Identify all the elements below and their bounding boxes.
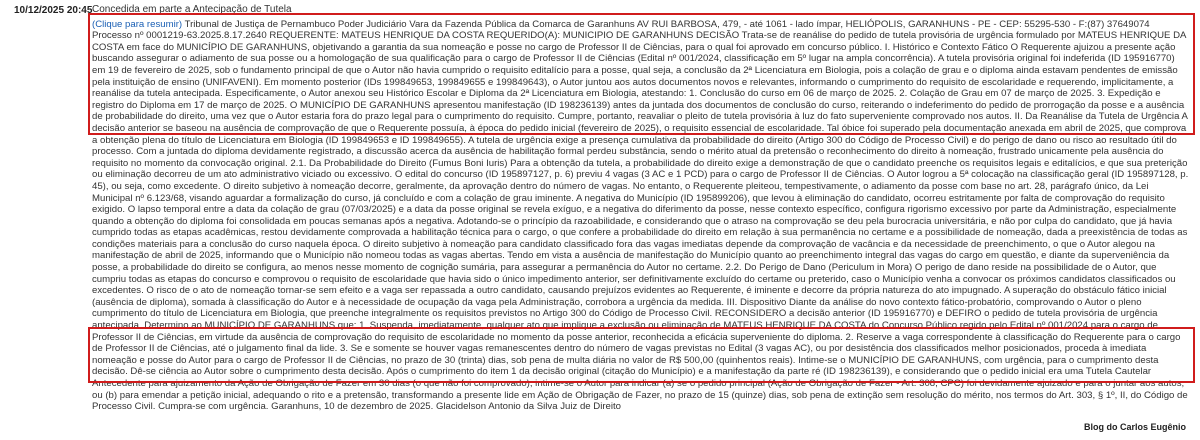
watermark-credit: Blog do Carlos Eugênio xyxy=(1083,422,1186,432)
entry-title: Concedida em parte a Antecipação de Tutela xyxy=(92,4,292,15)
entry-date: 10/12/2025 20:45 xyxy=(14,5,93,16)
decision-body: Tribunal de Justiça de Pernambuco Poder Judiciário Vara da Fazenda Pública da Comarca de Garanhuns AV RUI BARBOSA, 479, - até 1061 - lado ímpar, HELIÓPOLIS, GARANHUNS - PE - CEP: 55295-530 - F:(87) 37649074 Processo nº 0001219-63.2025.8.17.2640 REQUERENTE: MATEUS HENRIQUE DA COSTA REQUERIDO(A): MUNICIPIO DE GARANHUNS DECISÃO Trata-se de reanálise do pedido de tutela provisória de urgência formulado por MATEUS HENRIQUE DA COSTA em face do MUNICÍPIO DE GARANHUNS, objetivando a garantia da sua nomeação e posse no cargo de Professor II de Ciências, para o qual foi aprovado em concurso público. I. Histórico e Contexto Fático O Requerente ajuizou a presente ação buscando assegurar o adiamento de sua posse ou a homologação de sua qualificação para o cargo de Professor II de Ciências (Edital nº 001/2024, classificação em 5º lugar na ampla concorrência). A tutela provisória original foi indeferida (ID 195916770) em 19 de fevereiro de 2025, sob o fundamento principal de que o Autor não havia cumprido o requisito editalício para a posse, qual seja, a conclusão da 2ª Licenciatura em Biologia, pois a colação de grau e o diploma ainda estavam pendentes de emissão pela instituição de ensino (UNIFAVENI). Em momento posterior (IDs 199849653, 199849655 e 199849643), o Autor juntou aos autos documentos novos e relevantes, informando o cumprimento do requisito de escolaridade e requerendo, implicitamente, a reanálise da tutela antecipada. Especificamente, o Autor anexou seu Histórico Escolar e Diploma da 2ª Licenciatura em Biologia, atestando: 1. Conclusão do curso em 06 de março de 2025. 2. Colação de Grau em 07 de março de 2025. 3. Expedição e registro do Diploma em 17 de março de 2025. O MUNICÍPIO DE GARANHUNS apresentou manifestação (ID 198236139) antes da juntada dos documentos de conclusão do curso, reiterando o indeferimento do pedido de prorrogação da posse e a ausência de probabilidade do direito, uma vez que o Autor estaria fora do prazo legal para o cumprimento do requisito. Cumpre, portanto, reavaliar o pleito de tutela provisória à luz do fato superveniente comprovado nos autos. II. Da Reanálise da Tutela de Urgência A decisão anterior se baseou na ausência de comprovação de que o Requerente possuía, à época do pedido inicial (fevereiro de 2025), o requisito essencial de escolaridade. Tal óbice foi superado pela documentação anexada em abril de 2025, que comprova a obtenção plena do título de Licenciatura em Biologia (ID 199849653 e ID 199849655). A tutela de urgência exige a presença cumulativa da probabilidade do direito (Artigo 300 do Código de Processo Civil) e do perigo de dano ou risco ao resultado útil do processo. Com a juntada do diploma devidamente registrado, a discussão acerca da ausência de habilitação formal perdeu substância, sendo o mérito atual da pretensão o reconhecimento do direito à nomeação, frustrado unicamente pela ausência do requisito no momento da convocação original. 2.1. Da Probabilidade do Direito (Fumus Boni Iuris) Para a obtenção da tutela, a probabilidade do direito exige a demonstração de que o candidato preenche os requisitos legais e editalícios, e que sua preterição ou eliminação decorreu de um ato administrativo viciado ou excessivo. O edital do concurso (ID 195897127, p. 6) previu 4 vagas (3 AC e 1 PCD) para o cargo de Professor II de Ciências. O Autor logrou a 5ª colocação na classificação geral (ID 195897128, p. 45), ou seja, como excedente. O direito subjetivo à nomeação decorre, geralmente, da aprovação dentro do número de vagas. No entanto, o Requerente pleiteou, tempestivamente, o adiamento da posse com base no art. 28, parágrafo único, da Lei Municipal nº 6.123/68, visando aguardar a formalização do curso, já concluído e com a colação de grau iminente. A negativa do Município (ID 195899206), que levou à eliminação do candidato, ocorreu estritamente por falta de comprovação do requisito exigido. O lapso temporal entre a data da colação de grau (07/03/2025) e a data da posse original se revela exíguo, e a negativa do diferimento da posse, nesse contexto específico, configura rigorismo excessivo por parte da Administração, especialmente quando a obtenção do diploma foi consolidada em poucas semanas após a negativa. Adotando-se o princípio da razoabilidade, e considerando que o atraso na comprovação se deu pela burocracia universitária, e não por culpa do candidato, que já havia cumprido todas as etapas acadêmicas, restou devidamente comprovada a habilitação técnica para o cargo, o que confere a probabilidade do direito em relação à sua permanência no certame e a possibilidade de nomeação, dada a preexistência de todas as condições materiais para a conclusão do curso naquela época. O direito subjetivo à nomeação para candidato classificado fora das vagas imediatas depende da comprovação de vacância e da necessidade de preenchimento, o que o Autor alegou na manifestação de abril de 2025, informando que o Município não nomeou todas as vagas abertas. Tendo em vista a ausência de manifestação do Município quanto ao preenchimento integral das vagas do cargo em questão, e diante da superveniência da posse, a probabilidade do direito se configura, ao menos nesse momento de cognição sumária, para assegurar a permanência do Autor no certame. 2.2. Do Perigo de Dano (Periculum in Mora) O perigo de dano reside na possibilidade de o Autor, que cumpriu todas as etapas do concurso e comprovou o requisito de escolaridade que havia sido o único impedimento anterior, ser definitivamente excluído do certame ou preterido, caso o Município venha a convocar os próximos candidatos classificados ou excedentes. O risco de o ato de nomeação tornar-se sem efeito e a vaga ser repassada a outro candidato, causando prejuízos evidentes ao Requerente, é iminente e decorre da própria natureza do ato impugnado. A superação do obstáculo fático inicial (ausência de diploma), somada à classificação do Autor e à necessidade de ocupação da vaga pela Administração, corrobora a urgência da medida. III. Dispositivo Diante da análise do novo contexto fático-probatório, comprovando o Autor o pleno cumprimento do título de Licenciatura em Biologia, que preenche integralmente os requisitos previstos no Artigo 300 do Código de Processo Civil. RECONSIDERO a decisão anterior (ID 195916770) e DEFIRO o pedido de tutela provisória de urgência antecipada. Determino ao MUNICÍPIO DE GARANHUNS que: 1. Suspenda, imediatamente, qualquer ato que implique a exclusão ou eliminação de MATEUS HENRIQUE DA COSTA do Concurso Público regido pelo Edital nº 001/2024 para o cargo de Professor II de Ciências, em virtude da ausência de comprovação do requisito de escolaridade no momento da posse anterior, reconhecida a eficácia superveniente do diploma. 2. Reserve a vaga correspondente à classificação do Requerente para o cargo de Professor II de Ciências, até o julgamento final da lide. 3. Se e somente se houver vagas remanescentes dentro do número de vagas previstas no Edital (3 vagas AC), ou por desistência dos classificados melhor posicionados, proceda à imediata nomeação e posse do Autor para o cargo de Professor II de Ciências, no prazo de 30 (trinta) dias, sob pena de multa diária no valor de R$ 500,00 (quinhentos reais). Intime-se o MUNICÍPIO DE GARANHUNS, com urgência, para o cumprimento desta decisão. Dê-se ciência ao Autor sobre o cumprimento desta decisão. Após o cumprimento do item 1 da decisão original (citação do Município) e a manifestação da parte ré (ID 198236139), e considerando que o pedido inicial era uma Tutela Cautelar Antecedente para ajuizamento da Ação de Obrigação de Fazer em 30 dias (o que não foi comprovado), intime-se o Autor para indicar (a) se o pedido principal (Ação de Obrigação de Fazer - Art. 308, CPC) foi devidamente ajuizado e para o juntar aos autos; ou (b) para emendar a petição inicial, adequando o rito e a pretensão, transformando a presente lide em Ação de Obrigação de Fazer, no prazo de 15 (quinze) dias, sob pena de extinção sem resolução do mérito, nos termos do Art. 303, § 1º, II, do Código de Processo Civil. Cumpra-se com urgência. Garanhuns, 10 de dezembro de 2025. Glacidelson Antonio da Silva Juiz de Direito xyxy=(92,18,1189,413)
collapse-toggle-link[interactable]: (Clique para resumir) xyxy=(92,18,183,30)
decision-text xyxy=(92,19,1190,413)
entry-content xyxy=(92,4,1190,413)
